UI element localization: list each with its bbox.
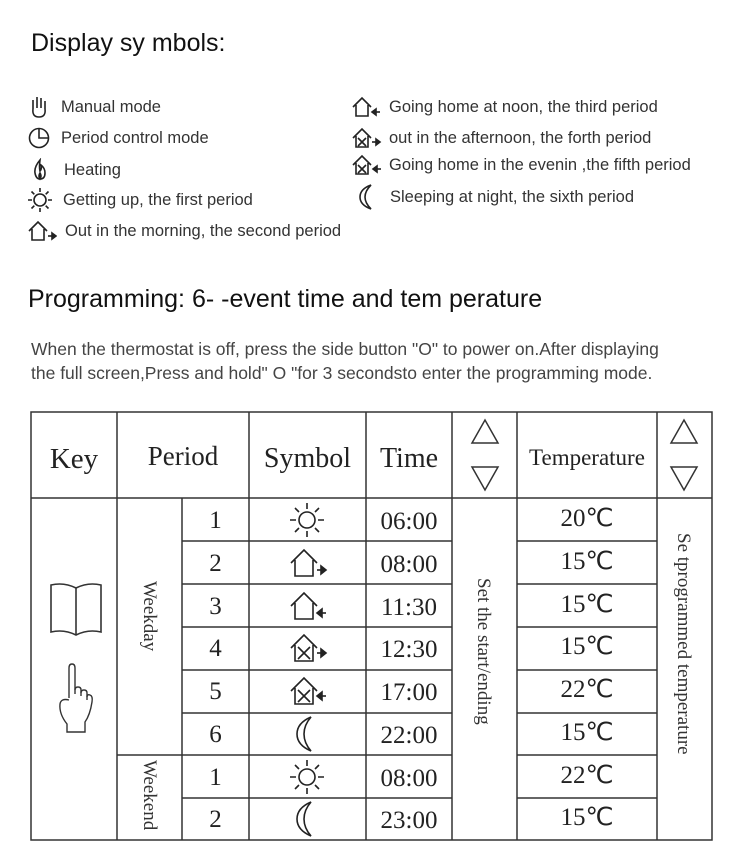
time-note: Set the start/ending	[473, 578, 494, 725]
period-time: 06:00	[380, 508, 438, 535]
down-arrow-icon	[472, 467, 498, 490]
moon-icon	[287, 799, 329, 839]
symbol-label: Going home at noon, the third period	[389, 97, 658, 116]
period-number: 2	[209, 549, 222, 577]
programming-instructions-line2: the full screen,Press and hold" O "for 3 secondsto enter the programming mode.	[31, 363, 653, 383]
house-arrow-out-icon	[287, 543, 329, 583]
header-time: Time	[379, 443, 439, 474]
symbol-label: Sleeping at night, the sixth period	[390, 187, 634, 206]
header-key: Key	[49, 443, 99, 475]
period-number: 1	[209, 763, 222, 791]
sun-icon	[287, 500, 329, 540]
symbol-label: Manual mode	[61, 97, 161, 116]
up-arrow-icon	[671, 420, 697, 443]
period-temperature: 15℃	[560, 718, 614, 746]
period-time: 12:30	[380, 636, 438, 664]
period-number: 1	[209, 507, 222, 534]
period-temperature: 22℃	[560, 761, 614, 789]
temp-adjust-arrows	[669, 417, 699, 495]
period-time: 08:00	[380, 550, 438, 578]
symbol-label: out in the afternoon, the forth period	[389, 128, 652, 147]
programming-instructions-line1: When the thermostat is off, press the side button "O" to power on.After displaying	[31, 339, 659, 359]
pointing-hand-icon	[55, 660, 95, 740]
period-temperature: 22℃	[560, 676, 614, 703]
period-temperature: 15℃	[560, 633, 614, 661]
up-arrow-icon	[472, 420, 498, 443]
period-time: 23:00	[380, 807, 438, 835]
header-symbol: Symbol	[263, 443, 352, 474]
display-symbols-title: Display sy mbols:	[31, 29, 226, 57]
period-temperature: 15℃	[560, 590, 614, 618]
period-time: 11:30	[380, 593, 438, 621]
moon-icon	[287, 714, 329, 754]
symbol-label: Heating	[64, 160, 121, 179]
programming-title: Programming: 6- -event time and tem perature	[28, 285, 543, 313]
symbol-label: Out in the morning, the second period	[65, 221, 342, 240]
house-arrow-in-icon	[287, 586, 329, 626]
header-period: Period	[147, 441, 219, 471]
period-time: 22:00	[380, 721, 438, 749]
book-icon	[48, 580, 104, 640]
temperature-note: Se tprogrammed temperature	[673, 533, 694, 755]
symbol-label: Period control mode	[61, 128, 209, 147]
period-time: 17:00	[380, 679, 438, 706]
period-temperature: 15℃	[560, 804, 614, 832]
time-adjust-arrows	[470, 417, 500, 495]
down-arrow-icon	[671, 467, 697, 490]
period-number: 4	[209, 635, 222, 663]
period-number: 5	[209, 678, 222, 705]
header-temperature: Temperature	[529, 445, 645, 470]
house-tools-out-icon	[287, 628, 329, 668]
weekday-label: Weekday	[139, 581, 160, 652]
sun-icon	[287, 757, 329, 797]
period-number: 2	[209, 806, 222, 834]
period-number: 6	[209, 720, 222, 748]
house-tools-in-icon	[287, 671, 329, 711]
period-temperature: 15℃	[560, 547, 614, 575]
period-number: 3	[209, 592, 222, 620]
period-time: 08:00	[380, 764, 438, 792]
weekend-label: Weekend	[139, 760, 160, 831]
period-temperature: 20℃	[560, 505, 614, 532]
symbol-label: Getting up, the first period	[63, 190, 253, 209]
symbol-label: Going home in the evenin ,the fifth period	[389, 155, 691, 174]
